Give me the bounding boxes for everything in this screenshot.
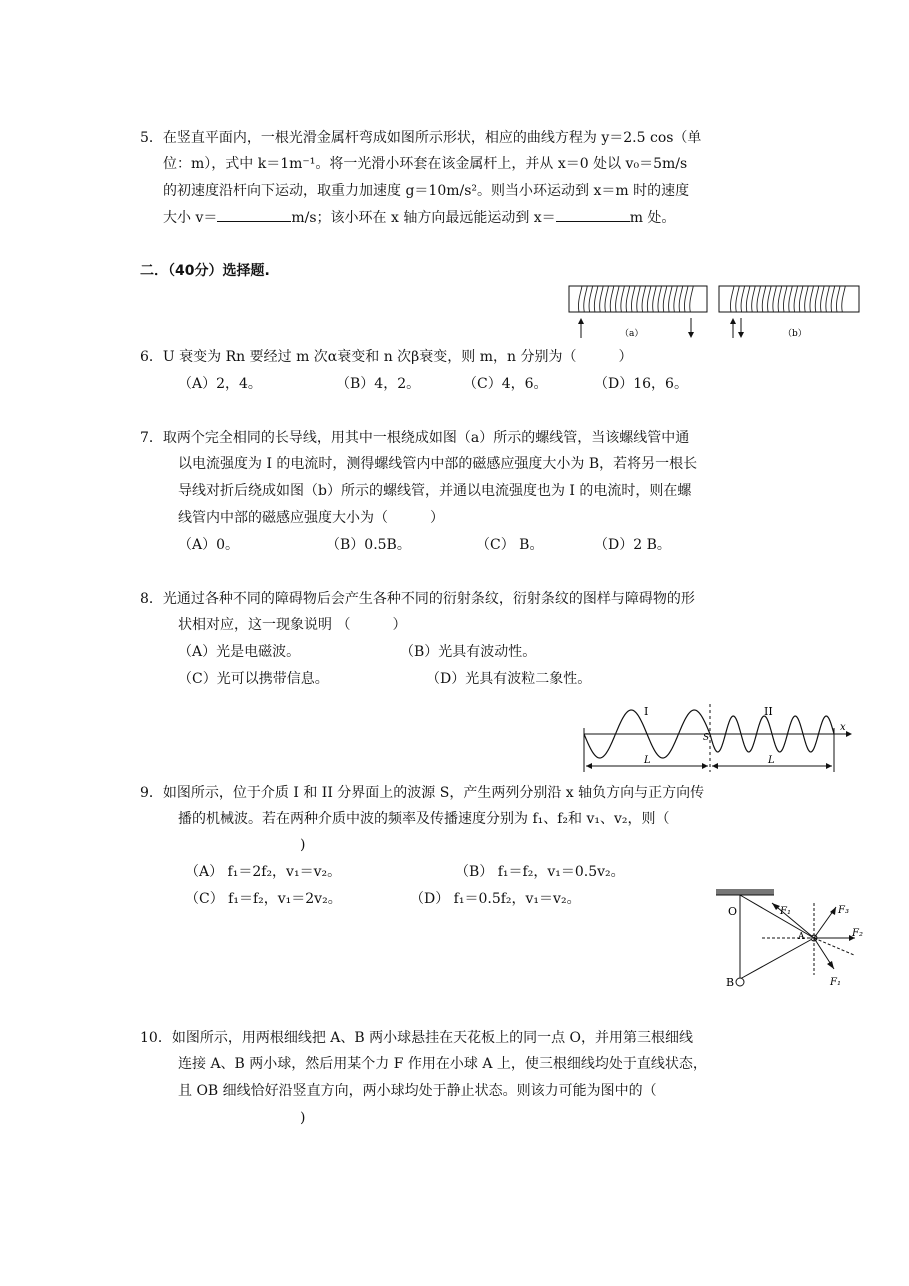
q9-option-d: （D） f₁＝0.5f₂，v₁＝v₂。 <box>410 891 581 907</box>
q7-line-4: 线管内中部的磁感应强度大小为（ ） <box>178 510 444 526</box>
q7-line-3: 导线对折后绕成如图（b）所示的螺线管，并通以电流强度也为 I 的电流时，则在螺 <box>178 483 692 499</box>
q5-line-4-b: m/s；该小环在 x 轴方向最远能运动到 x＝ <box>291 210 556 226</box>
q5-answer-blank-2 <box>556 209 630 222</box>
q7-option-c: （C） B。 <box>476 537 544 553</box>
fig10-label-f2: F₂ <box>852 928 863 939</box>
fig7-label-b: （b） <box>783 329 807 339</box>
fig9-label-length-2: L <box>768 755 775 766</box>
fig9-label-x: x <box>840 722 846 733</box>
q6-option-c: （C）4，6。 <box>463 376 548 392</box>
fig10-label-f3: F₃ <box>838 905 849 916</box>
q6-option-b: （B）4，2。 <box>336 376 421 392</box>
q5-line-2: 位：m），式中 k＝1m⁻¹。将一光滑小环套在该金属杆上，并从 x＝0 处以 v₀＝5m/s <box>163 156 688 172</box>
force-figure <box>710 885 870 995</box>
q6-option-a: （A）2，4。 <box>178 376 262 392</box>
q10-line-1: 10．如图所示，用两根细线把 A、B 两小球悬挂在天花板上的同一点 O，并用第三根细线 <box>140 1030 694 1046</box>
fig10-label-b: B <box>726 976 735 989</box>
solenoid-figure <box>565 280 865 342</box>
solenoid-b <box>719 286 859 339</box>
fig10-label-f1: F₁ <box>780 906 791 917</box>
wave-figure <box>578 700 858 778</box>
fig9-label-source: S <box>703 733 710 743</box>
fig9-label-length-1: L <box>644 755 651 766</box>
q6-stem: 6．U 衰变为 Rn 要经过 m 次α衰变和 n 次β衰变，则 m，n 分别为（ ） <box>140 349 633 365</box>
q5-line-1: 5．在竖直平面内，一根光滑金属杆弯成如图所示形状，相应的曲线方程为 y＝2.5 cos（单 <box>140 130 702 146</box>
fig10-label-f4: F₁ <box>830 977 841 988</box>
q8-option-d: （D）光具有波粒二象性。 <box>426 671 592 687</box>
q7-option-d: （D）2 B。 <box>594 537 671 553</box>
fig10-label-a: A <box>798 932 805 942</box>
q9-option-b: （B） f₁＝f₂，v₁＝0.5v₂。 <box>455 864 625 880</box>
q9-option-c: （C） f₁＝f₂，v₁＝2v₂。 <box>185 891 342 907</box>
q8-option-b: （B）光具有波动性。 <box>400 644 537 660</box>
q7-line-1: 7．取两个完全相同的长导线，用其中一根绕成如图（a）所示的螺线管，当该螺线管中通 <box>140 430 690 446</box>
q8-option-c: （C）光可以携带信息。 <box>178 671 329 687</box>
q7-option-b: （B）0.5B。 <box>326 537 411 553</box>
q8-option-a: （A）光是电磁波。 <box>178 644 301 660</box>
fig7-label-a: （a） <box>620 329 644 339</box>
q5-line-4-c: m 处。 <box>629 210 676 226</box>
q9-line-3: ) <box>300 837 306 853</box>
q5-answer-blank-1 <box>217 209 291 222</box>
q10-line-3: 且 OB 细线恰好沿竖直方向，两小球均处于静止状态。则该力可能为图中的（ <box>178 1083 657 1099</box>
q7-line-2: 以电流强度为 I 的电流时，测得螺线管内中部的磁感应强度大小为 B，若将另一根长 <box>178 456 698 472</box>
q5-line-4-a: 大小 v＝ <box>163 210 218 226</box>
q8-line-2: 状相对应，这一现象说明 （ ） <box>178 617 407 633</box>
q5-line-4 <box>163 209 675 227</box>
q10-line-4: ) <box>300 1110 306 1126</box>
q9-line-2: 播的机械波。若在两种介质中波的频率及传播速度分别为 f₁、f₂和 v₁、v₂，则（ <box>178 811 670 827</box>
section-heading: 二．（40分）选择题. <box>140 263 270 279</box>
q5-line-3: 的初速度沿杆向下运动，取重力加速度 g＝10m/s²。则当小环运动到 x＝m 时的速度 <box>163 183 690 199</box>
q9-line-1: 9．如图所示，位于介质 I 和 II 分界面上的波源 S，产生两列分别沿 x 轴负方向与正方向传 <box>140 785 705 801</box>
q7-option-a: （A）0。 <box>178 537 240 553</box>
fig9-label-medium-1: I <box>644 705 649 718</box>
q8-line-1: 8．光通过各种不同的障碍物后会产生各种不同的衍射条纹，衍射条纹的图样与障碍物的形 <box>140 591 695 607</box>
q9-option-a: （A） f₁＝2f₂，v₁＝v₂。 <box>185 864 342 880</box>
fig10-label-o: O <box>728 905 738 918</box>
q10-line-2: 连接 A、B 两小球，然后用某个力 F 作用在小球 A 上，使三根细线均处于直线状态， <box>178 1056 707 1072</box>
fig9-label-medium-2: II <box>764 705 773 718</box>
solenoid-a <box>569 286 707 339</box>
q6-option-d: （D）16，6。 <box>594 376 688 392</box>
